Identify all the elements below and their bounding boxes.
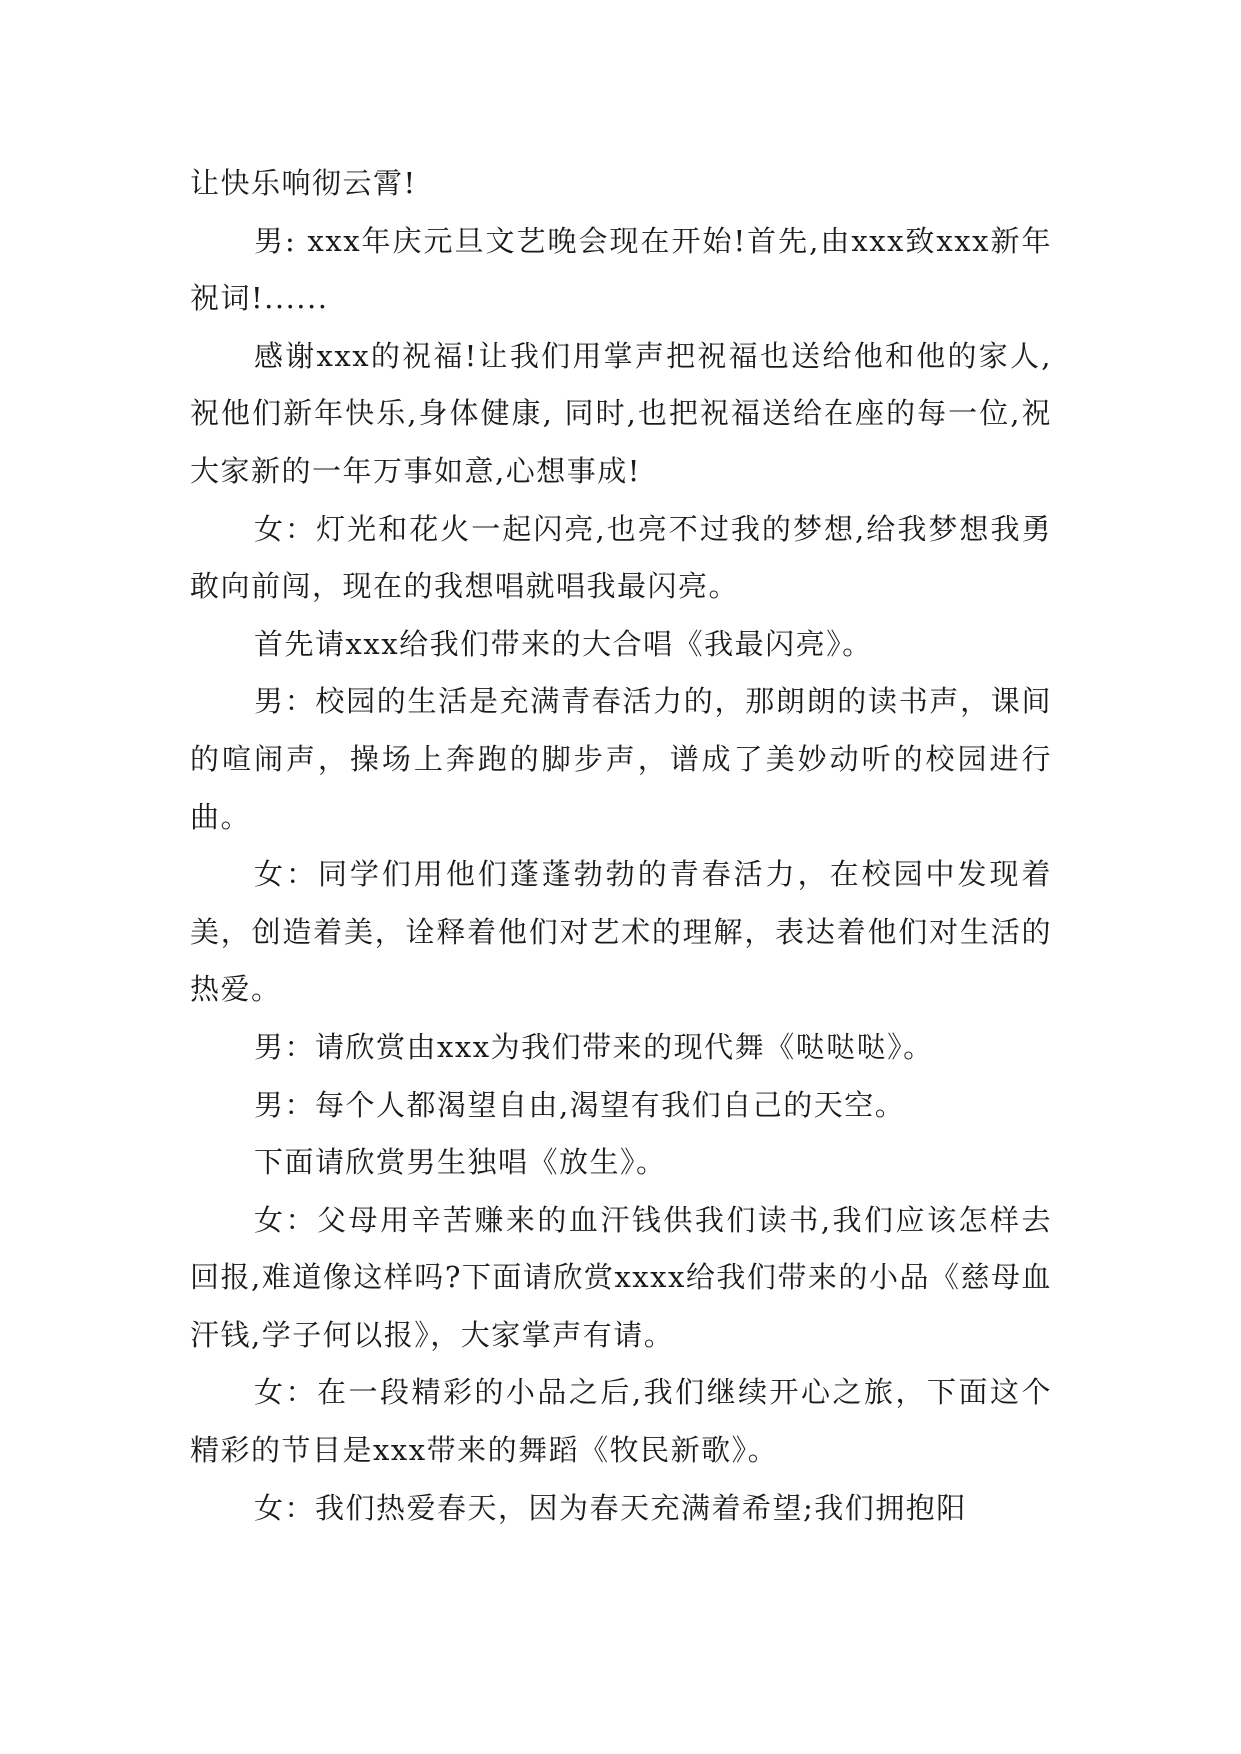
paragraph-male-freedom: 男：每个人都渴望自由,渴望有我们自己的天空。	[254, 1087, 906, 1122]
document-body	[190, 155, 1052, 1537]
paragraph-solo-song: 下面请欣赏男生独唱《放生》。	[254, 1145, 667, 1180]
paragraph-female-dance: 女：在一段精彩的小品之后,我们继续开心之旅，下面这个精彩的节目是xxx带来的舞蹈《牧民新歌》。	[190, 1375, 1052, 1468]
paragraph-opening-line: 让快乐响彻云霄!	[190, 166, 417, 200]
paragraph-male-campus: 男：校园的生活是充满青春活力的，那朗朗的读书声，课间的喧闹声，操场上奔跑的脚步声，谱成了美妙动听的校园进行曲。	[190, 684, 1052, 834]
paragraph-female-students: 女：同学们用他们蓬蓬勃勃的青春活力，在校园中发现着美，创造着美，诠释着他们对艺术的理解，表达着他们对生活的热爱。	[190, 857, 1052, 1007]
paragraph-female-lights: 女：灯光和花火一起闪亮,也亮不过我的梦想,给我梦想我勇敢向前闯，现在的我想唱就唱我最闪亮。	[190, 511, 1052, 604]
paragraph-female-parents: 女：父母用辛苦赚来的血汗钱供我们读书,我们应该怎样去回报,难道像这样吗?下面请欣赏xxxx给我们带来的小品《慈母血汗钱,学子何以报》，大家掌声有请。	[190, 1202, 1052, 1352]
paragraph-female-spring: 女：我们热爱春天，因为春天充满着希望;我们拥抱阳	[254, 1490, 967, 1525]
paragraph-thanks-blessing: 感谢xxx的祝福!让我们用掌声把祝福也送给他和他的家人,祝他们新年快乐,身体健康, 同时,也把祝福送给在座的每一位,祝大家新的一年万事如意,心想事成!	[190, 338, 1052, 488]
paragraph-chorus-intro: 首先请xxx给我们带来的大合唱《我最闪亮》。	[254, 626, 873, 661]
paragraph-male-opening: 男: xxx年庆元旦文艺晚会现在开始!首先,由xxx致xxx新年祝词!......	[190, 223, 1052, 316]
paragraph-modern-dance: 男：请欣赏由xxx为我们带来的现代舞《哒哒哒》。	[254, 1029, 934, 1064]
